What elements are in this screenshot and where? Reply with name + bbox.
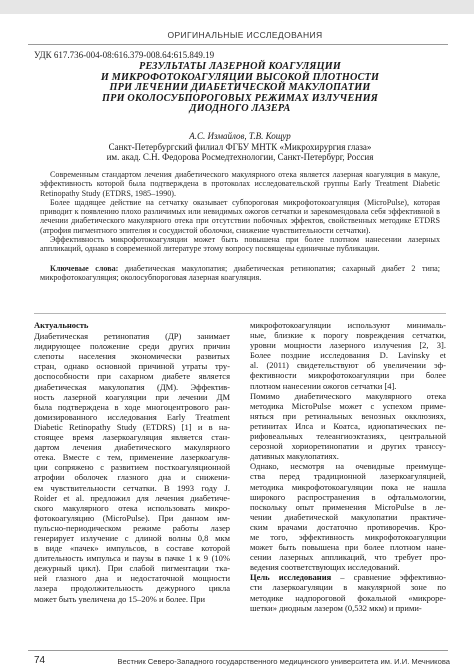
udk-code: УДК 617.736-004-08:616.379-008.64:615.849.19	[34, 50, 215, 60]
affiliation-line: им. акад. С.Н. Федорова Росмедтехнологии, Санкт-Петербург, Россия	[106, 152, 374, 163]
text-line: домизированного исследования Early Treatment	[34, 411, 230, 422]
journal-name: Вестник Северо-Западного государственного медицинского университета им. И.И. Мечникова	[117, 657, 450, 666]
text-line: сти лазеркоагуляции в макулярной зоне по	[250, 582, 446, 593]
text-line: Roider et al. предложил для лечения диабетиче-	[34, 492, 230, 503]
title-line: ДИОДНОГО ЛАЗЕРА	[189, 103, 291, 115]
authors: А.С. Измайлов, Т.В. Кощур	[189, 131, 291, 141]
text-line: ность лазерной коагуляции при лечении ДМ	[34, 391, 230, 402]
text-line: может быть увеличена до 15–20% и более. При	[34, 593, 206, 604]
text-line: ским врачами достаточно противоречив. Кро-	[250, 521, 446, 532]
text-line: пульсно-периодическом режиме работы лазер	[34, 522, 230, 533]
text-line: серозной хориоретинопатии и других транссу-	[250, 441, 446, 452]
text-line: атрофии оболочек глазного дна и снижени-	[34, 472, 230, 483]
text-line: методике надпороговой фокальной «микроре-	[250, 592, 446, 603]
text-line: няться при ретинальных венозных окклюзиях,	[250, 410, 446, 421]
text-line: слепоты населения экономически развитых	[34, 351, 230, 362]
text-line: поскольку опыт применения MicroPulse в ле-	[250, 501, 446, 512]
text-line: лазера продолжительность дежурного цикла	[34, 583, 230, 594]
text-line: al. (2011) свидетельствуют об увеличении эф-	[250, 360, 446, 371]
text-line: ем чувствительности сетчатки. В 1993 году J.	[34, 482, 230, 493]
text-line: дартом лечения диабетического макулярного	[34, 442, 230, 453]
text-line: доспособности при сахарном диабете является	[34, 371, 230, 382]
abstract-paragraph: Более щадящее действие на сетчатку оказывает субпороговая микрофотокоагуляция (MicroPulse), которая приводит к появлению плохо различимых или невидимых ожогов сетчатки и зарекомендовала себя эффективной в лечении диабетического макулярного отека при отсутствии побочных эффектов, свойственных методике ETDRS (атрофия пигментного эпителия и сосудистой оболочки, снижение чувствительности сетчатки).	[40, 197, 440, 235]
right-column	[250, 320, 446, 613]
article-title	[60, 62, 420, 115]
text-line: уровни мощности лазерного излучения [2, 3].	[250, 340, 446, 351]
text-line: ведения соответствующих исследований.	[250, 562, 400, 573]
text-line: Diabetic Retinopathy Study (ETDRS) [1] и в на-	[34, 421, 230, 432]
text-line: ные, близкие к порогу повреждения сетчатки,	[250, 330, 446, 341]
text-line: была подтверждена в ходе многоцентрового ран-	[34, 401, 230, 412]
text-line: длительность импульса и паузы в пачке 1 к 9 (10%	[34, 553, 230, 564]
abstract	[40, 170, 440, 282]
abstract-paragraph: Эффективность микрофотокоагуляции может быть повышена при более плотном нанесении лазерных аппликаций, однако в современной литературе этому вопросу посвящены единичные публикации.	[40, 235, 440, 254]
text-line: микрофотокоагуляции используют минималь-	[250, 320, 446, 330]
title-line: РЕЗУЛЬТАТЫ ЛАЗЕРНОЙ КОАГУЛЯЦИИ	[139, 61, 341, 72]
text-line: ского макулярного отека использовать микро-	[34, 502, 230, 513]
text-line: стоящее время лазеркоагуляция является стан-	[34, 432, 230, 443]
text-line: в виде «пачек» импульсов, в составе которой	[34, 543, 230, 554]
page-number: 74	[34, 655, 46, 666]
text-line: диабетическая макулопатия (ДМ). Эффектив-	[34, 381, 230, 392]
text-line: сении лазерных аппликаций, что требует про-	[250, 552, 446, 563]
text-line: методика микрофотокоагуляции пока не нашла	[250, 481, 446, 492]
text-line: чении диабетической макулопатии практиче-	[250, 511, 446, 522]
text-line: генерирует излучение с длиной волны 0,8 мкм	[34, 532, 230, 543]
top-gray-bar	[0, 0, 474, 14]
text-line: ции сопряжено с развитием посткоагуляционной	[34, 462, 230, 473]
text-line: ме того, эффективность микрофотокоагуляции	[250, 531, 446, 542]
right-column-body	[250, 320, 446, 613]
text-line: может быть повышена при более плотном нане-	[250, 542, 446, 553]
text-line: стран, однако основной причиной утраты тру-	[34, 361, 230, 372]
text-line: Однако, несмотря на очевидные преимуще-	[250, 461, 446, 472]
text-line: фотокоагуляцию (MicroPulse). При данном им-	[34, 512, 230, 523]
text-line: дежурный цикл). При слабой пигментации тка-	[34, 563, 230, 574]
footer-divider	[28, 650, 448, 651]
text-line: Помимо диабетического макулярного отека	[250, 390, 446, 401]
left-column-body	[34, 331, 230, 604]
keywords-text: диабетическая макулопатия; диабетическая ретинопатия; сахарный диабет 2 типа; микрофотокоагуляция; околосубпороговая лазерная коагуляция.	[40, 263, 440, 282]
text-line: ретинитах Илса и Коатса, идиопатических пе-	[250, 420, 446, 431]
text-line: плотном нанесении ожогов сетчатки [4].	[250, 380, 397, 391]
text-line: Диабетическая ретинопатия (ДР) занимает	[34, 331, 230, 342]
affiliation	[60, 142, 420, 162]
text-line: фективности микрофотокоагуляции при более	[250, 370, 446, 381]
title-line: ПРИ ОКОЛОСУБПОРОГОВЫХ РЕЖИМАХ ИЗЛУЧЕНИЯ	[102, 92, 378, 104]
text-line: ней глазного дна и недостаточной мощности	[34, 573, 230, 584]
section-heading: Актуальность	[34, 320, 89, 330]
text-line: Более поздние исследования D. Lavinsky et	[250, 350, 446, 361]
text-line: Цель исследования – сравнение эффективно-	[250, 572, 446, 583]
abstract-divider	[34, 313, 446, 314]
text-line: шетки» диодным лазером (0,532 мкм) и прими-	[250, 602, 422, 613]
section-label: ОРИГИНАЛЬНЫЕ ИССЛЕДОВАНИЯ	[167, 30, 323, 40]
text-line: лидирующее положение среди других причин	[34, 341, 230, 352]
header-divider	[28, 44, 448, 45]
text-line: отека. Вместе с тем, применение лазеркоагуля-	[34, 452, 230, 463]
title-line: И МИКРОФОТОКОАГУЛЯЦИИ ВЫСОКОЙ ПЛОТНОСТИ	[100, 71, 380, 83]
left-column	[34, 320, 230, 604]
keywords	[40, 264, 440, 283]
bold-lead: Цель исследования	[250, 572, 332, 583]
text-line: рифовеальных телеангиоэктазиях, центральной	[250, 431, 446, 442]
keywords-label: Ключевые слова:	[50, 263, 119, 273]
affiliation-line: Санкт-Петербургский филиал ФГБУ МНТК «Микрохирургия глаза»	[108, 142, 372, 152]
title-line: ПРИ ЛЕЧЕНИИ ДИАБЕТИЧЕСКОЙ МАКУЛОПАТИИ	[109, 82, 371, 94]
text-line: ства перед традиционной лазеркоагуляцией,	[250, 471, 446, 482]
text-line: дативных макулопатиях.	[250, 451, 339, 462]
text-line: широкого распространения в офтальмологии,	[250, 491, 446, 502]
text-line: методика MicroPulse может с успехом приме-	[250, 400, 446, 411]
abstract-paragraph: Современным стандартом лечения диабетического макулярного отека является лазерная коагуляция в макуле, эффективность которой была подтверждена в протоколах исследовательской группы Early Treatment Diabetic Retinopathy Study (ETDRS, 1985–1990).	[40, 170, 440, 198]
